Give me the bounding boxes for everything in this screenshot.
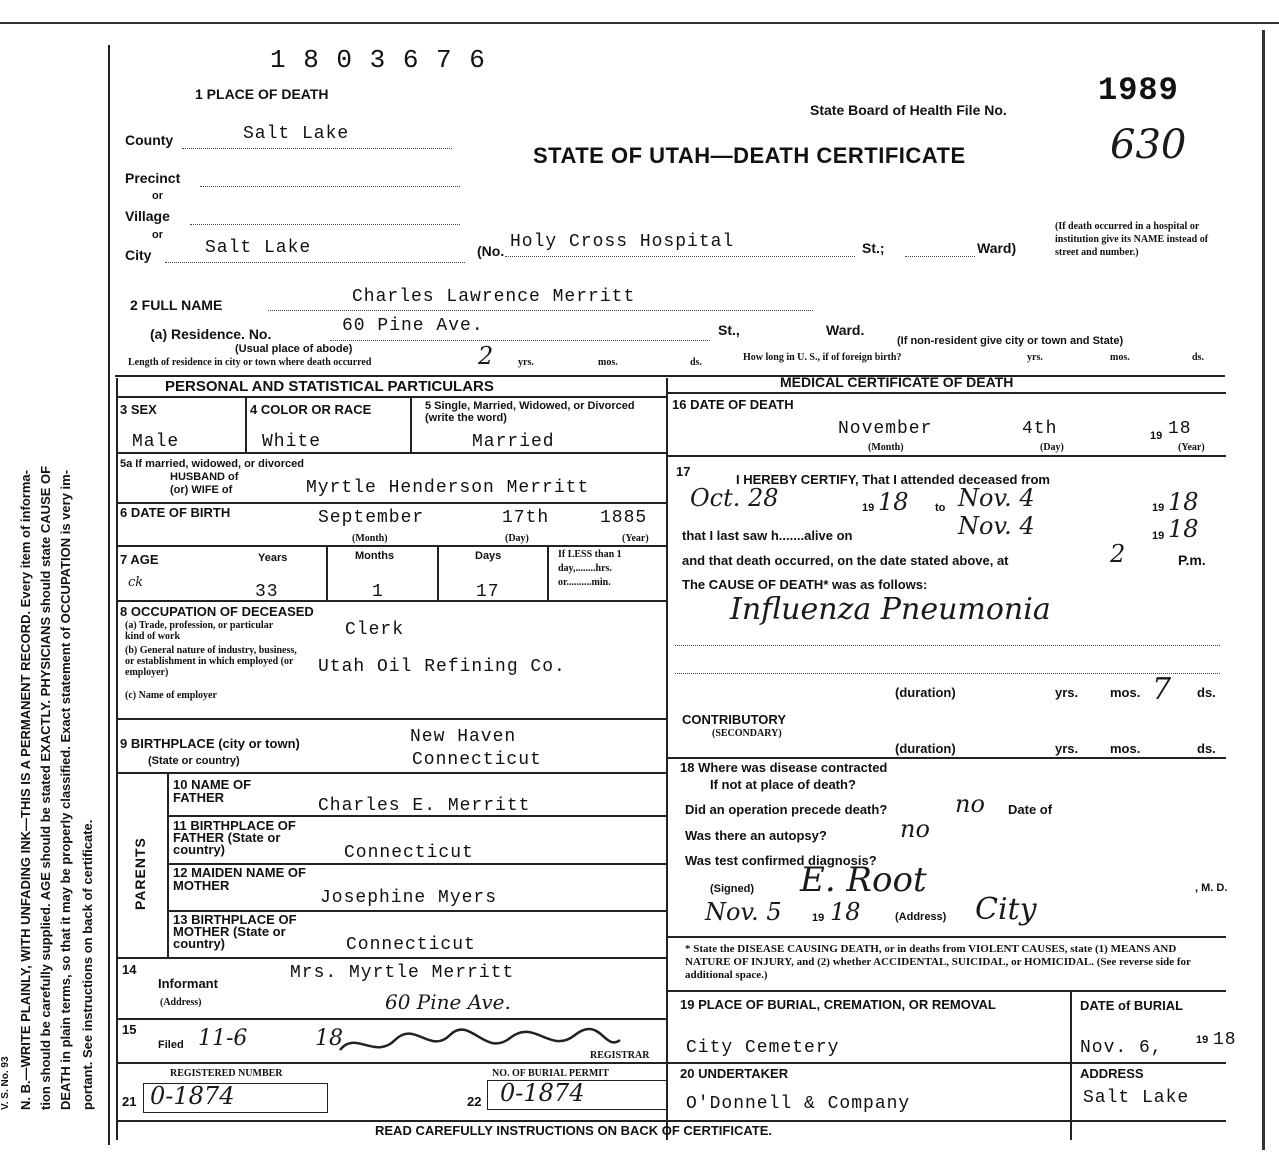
undertaker-address: Salt Lake bbox=[1083, 1088, 1190, 1108]
death-time: 2 bbox=[1110, 540, 1126, 568]
death-ampm: P.m. bbox=[1178, 552, 1206, 568]
operation-date-label: Date of bbox=[1008, 802, 1053, 817]
duration-yrs: yrs. bbox=[1055, 685, 1079, 700]
burial-date-label: DATE of BURIAL bbox=[1080, 998, 1184, 1013]
marital-value: Married bbox=[472, 432, 555, 452]
signed-century: 19 bbox=[812, 912, 825, 924]
father-label: 10 NAME OF FATHER bbox=[173, 777, 252, 805]
birthplace-label: 9 BIRTHPLACE (city or town) bbox=[120, 736, 300, 751]
death-month: November bbox=[838, 419, 933, 439]
operation-value: no bbox=[955, 790, 985, 818]
mother-value: Josephine Myers bbox=[320, 888, 498, 908]
residence-label: (a) Residence. No. bbox=[150, 326, 272, 342]
contracted-label: 18 Where was disease contracted bbox=[680, 760, 888, 775]
place-of-death-label: 1 PLACE OF DEATH bbox=[195, 86, 329, 102]
dob-day-cap: (Day) bbox=[505, 533, 529, 544]
undertaker-value: O'Donnell & Company bbox=[686, 1094, 911, 1114]
age-months: 1 bbox=[372, 582, 384, 602]
duration-label-2: (duration) bbox=[895, 741, 956, 756]
age-less-label: If LESS than 1 day,........hrs. or..........min. bbox=[558, 549, 622, 588]
color-label: 4 COLOR OR RACE bbox=[250, 402, 372, 417]
age-years: 33 bbox=[255, 582, 279, 602]
date-of-death-label: 16 DATE OF DEATH bbox=[672, 397, 794, 412]
last-saw-text: that I last saw h.......alive on bbox=[682, 528, 853, 543]
attended-to: Nov. 4 bbox=[958, 484, 1035, 512]
center-divider bbox=[666, 378, 668, 1140]
signed-address: City bbox=[975, 892, 1037, 927]
autopsy-label: Was there an autopsy? bbox=[685, 828, 827, 843]
side-line-2: tion should be carefully supplied. AGE should be stated EXACTLY. PHYSICIANS should state CAUSE OF bbox=[38, 465, 53, 1110]
dob-month-cap: (Month) bbox=[352, 533, 388, 544]
dob-day: 17th bbox=[502, 508, 550, 528]
signed-label: (Signed) bbox=[710, 883, 754, 895]
birthplace-state-label: (State or country) bbox=[148, 755, 240, 767]
usual-abode: (Usual place of abode) bbox=[235, 343, 353, 355]
us-ds: ds. bbox=[1192, 352, 1204, 363]
side-line-1: N. B.—WRITE PLAINLY, WITH UNFADING INK—THIS IS A PERMANENT RECORD. Every item of informa- bbox=[18, 470, 33, 1110]
dob-year-cap: (Year) bbox=[622, 533, 649, 544]
last-saw-year: 18 bbox=[1168, 515, 1199, 543]
residence-st: St., bbox=[718, 322, 740, 338]
cert-no: 17 bbox=[676, 464, 691, 479]
duration-label: (duration) bbox=[895, 685, 956, 700]
filed-label: Filed bbox=[158, 1039, 184, 1051]
burial-permit-prefix: 22 bbox=[467, 1094, 482, 1109]
signed-date: Nov. 5 bbox=[705, 898, 782, 926]
color-value: White bbox=[262, 432, 322, 452]
mother-bp-value: Connecticut bbox=[346, 935, 476, 955]
footnote: * State the DISEASE CAUSING DEATH, or in deaths from VIOLENT CAUSES, state (1) MEANS AND NATURE OF INJURY, and (2) whether ACCIDENTAL, SUICIDAL, or HOMICIDAL. (See reverse side for additional space.) bbox=[685, 943, 1191, 981]
spouse-label-2: HUSBAND of bbox=[170, 471, 239, 483]
contracted-sub: If not at place of death? bbox=[710, 777, 856, 792]
occ-a-label: (a) Trade, profession, or particular kind of work bbox=[125, 620, 273, 642]
dob-label: 6 DATE OF BIRTH bbox=[120, 505, 231, 520]
age-years-label: Years bbox=[258, 552, 288, 564]
length-mos: mos. bbox=[598, 357, 618, 368]
secondary-label: (SECONDARY) bbox=[712, 728, 782, 739]
last-saw-date: Nov. 4 bbox=[958, 512, 1035, 540]
filed-date: 11-6 bbox=[198, 1026, 248, 1051]
personal-section-title: PERSONAL AND STATISTICAL PARTICULARS bbox=[165, 378, 494, 395]
street-no-label: (No. bbox=[477, 243, 505, 259]
duration-days: 7 bbox=[1152, 672, 1172, 707]
autopsy-value: no bbox=[900, 815, 930, 843]
city-value: Salt Lake bbox=[205, 238, 312, 258]
length-ds: ds. bbox=[690, 357, 702, 368]
residence-value: 60 Pine Ave. bbox=[342, 316, 484, 336]
age-ck: ck bbox=[128, 575, 144, 590]
file-label: State Board of Health File No. bbox=[810, 102, 1007, 118]
attended-to-year: 18 bbox=[1168, 488, 1199, 516]
death-year-cap: (Year) bbox=[1178, 442, 1205, 453]
informant-value: Mrs. Myrtle Merritt bbox=[290, 963, 515, 983]
occ-a-value: Clerk bbox=[345, 620, 405, 640]
attended-from-year: 18 bbox=[878, 488, 909, 516]
registrar-label: REGISTRAR bbox=[590, 1050, 650, 1061]
length-label: Length of residence in city or town where death occurred bbox=[128, 357, 372, 368]
hand-number: 630 bbox=[1110, 122, 1187, 168]
duration-ds-2: ds. bbox=[1197, 741, 1216, 756]
last-saw-century: 19 bbox=[1152, 530, 1165, 542]
file-number: 1989 bbox=[1098, 72, 1179, 109]
death-day-cap: (Day) bbox=[1040, 442, 1064, 453]
dob-year: 1885 bbox=[600, 508, 648, 528]
informant-address: 60 Pine Ave. bbox=[385, 990, 511, 1014]
top-edge bbox=[0, 22, 1279, 24]
spouse-value: Myrtle Henderson Merritt bbox=[306, 478, 590, 498]
test-label: Was test confirmed diagnosis? bbox=[685, 853, 877, 868]
village-label: Village bbox=[125, 208, 170, 224]
burial-century: 19 bbox=[1196, 1034, 1209, 1046]
us-label: How long in U. S., if of foreign birth? bbox=[743, 352, 902, 363]
signed-year: 18 bbox=[830, 898, 861, 926]
footer-instructions: READ CAREFULLY INSTRUCTIONS ON BACK OF CERTIFICATE. bbox=[375, 1123, 772, 1138]
attended-to-century: 19 bbox=[1152, 502, 1165, 514]
father-bp-value: Connecticut bbox=[344, 843, 474, 863]
birthplace-city: New Haven bbox=[410, 727, 517, 747]
father-bp-label: 11 BIRTHPLACE OF FATHER (State or country) bbox=[173, 818, 296, 857]
side-line-4: portant. See instructions on back of certificate. bbox=[80, 819, 95, 1110]
cause-label: The CAUSE OF DEATH* was as follows: bbox=[682, 577, 928, 592]
duration-ds: ds. bbox=[1197, 685, 1216, 700]
filed-year: 18 bbox=[315, 1026, 343, 1051]
death-century: 19 bbox=[1150, 430, 1163, 442]
us-mos: mos. bbox=[1110, 352, 1130, 363]
burial-place-label: 19 PLACE OF BURIAL, CREMATION, OR REMOVAL bbox=[680, 997, 996, 1012]
spouse-label-3: (or) WIFE of bbox=[170, 484, 233, 496]
occ-b-label: (b) General nature of industry, business, or establishment in which employed (or employer) bbox=[125, 645, 297, 678]
occupation-label: 8 OCCUPATION OF DECEASED bbox=[120, 604, 314, 619]
duration-mos: mos. bbox=[1110, 685, 1141, 700]
sex-value: Male bbox=[132, 432, 180, 452]
operation-label: Did an operation precede death? bbox=[685, 802, 888, 817]
reg-no-prefix: 21 bbox=[122, 1094, 137, 1109]
residence-ward: Ward. bbox=[826, 322, 865, 338]
ward-label: Ward) bbox=[977, 240, 1017, 256]
certificate-title: STATE OF UTAH—DEATH CERTIFICATE bbox=[533, 143, 966, 168]
county-label: County bbox=[125, 132, 174, 148]
right-edge bbox=[1262, 30, 1265, 1150]
cause-value: Influenza Pneumonia bbox=[730, 592, 1051, 627]
contributory-label: CONTRIBUTORY bbox=[682, 712, 786, 727]
age-days-label: Days bbox=[475, 550, 502, 562]
occ-b-value: Utah Oil Refining Co. bbox=[318, 657, 566, 677]
full-name-label: 2 FULL NAME bbox=[130, 297, 223, 313]
md-label: , M. D. bbox=[1195, 882, 1228, 894]
filed-no: 15 bbox=[122, 1022, 137, 1037]
sex-label: 3 SEX bbox=[120, 402, 157, 417]
death-year: 18 bbox=[1168, 419, 1192, 439]
reg-no-label: REGISTERED NUMBER bbox=[170, 1068, 283, 1079]
full-name-value: Charles Lawrence Merritt bbox=[352, 287, 636, 307]
or-1: or bbox=[152, 190, 163, 202]
undertaker-address-label: ADDRESS bbox=[1080, 1066, 1144, 1081]
death-month-cap: (Month) bbox=[868, 442, 904, 453]
burial-permit-value: 0-1874 bbox=[500, 1079, 585, 1107]
or-2: or bbox=[152, 229, 163, 241]
cert-text: I HEREBY CERTIFY, That I attended deceased from bbox=[736, 472, 1050, 487]
hospital-value: Holy Cross Hospital bbox=[510, 232, 735, 252]
attended-from: Oct. 28 bbox=[690, 484, 779, 512]
spouse-label-1: 5a If married, widowed, or divorced bbox=[120, 458, 304, 470]
father-value: Charles E. Merritt bbox=[318, 796, 531, 816]
medical-section-title: MEDICAL CERTIFICATE OF DEATH bbox=[780, 374, 1014, 390]
street-label: St.; bbox=[862, 240, 885, 256]
us-yrs: yrs. bbox=[1027, 352, 1043, 363]
informant-address-label: (Address) bbox=[160, 997, 202, 1008]
non-resident-note: (If non-resident give city or town and State) bbox=[897, 335, 1124, 347]
signed-address-label: (Address) bbox=[895, 911, 947, 923]
burial-year: 18 bbox=[1213, 1030, 1237, 1050]
burial-permit-label: NO. OF BURIAL PERMIT bbox=[492, 1068, 609, 1079]
precinct-label: Precinct bbox=[125, 170, 181, 186]
informant-label: Informant bbox=[158, 976, 218, 991]
signature: E. Root bbox=[800, 860, 927, 900]
side-line-3: DEATH in plain terms, so that it may be properly classified. Exact statement of OCCUPATION is very im- bbox=[58, 469, 73, 1110]
burial-date-value: Nov. 6, bbox=[1080, 1038, 1163, 1058]
form-number: V. S. No. 93 bbox=[0, 1056, 11, 1110]
marital-label: 5 Single, Married, Widowed, or Divorced (write the word) bbox=[425, 400, 635, 424]
registrar-signature bbox=[335, 1020, 625, 1065]
duration-yrs-2: yrs. bbox=[1055, 741, 1079, 756]
length-yrs: yrs. bbox=[518, 357, 534, 368]
mother-label: 12 MAIDEN NAME OF MOTHER bbox=[173, 865, 306, 893]
age-label: 7 AGE bbox=[120, 552, 159, 567]
dob-month: September bbox=[318, 508, 425, 528]
hospital-note: (If death occurred in a hospital or institution give its NAME instead of street and number.) bbox=[1055, 221, 1209, 258]
parents-label: PARENTS bbox=[132, 837, 148, 910]
death-day: 4th bbox=[1022, 419, 1058, 439]
reg-no-value: 0-1874 bbox=[150, 1082, 235, 1110]
burial-place-value: City Cemetery bbox=[686, 1038, 840, 1058]
attended-to-label: to bbox=[935, 502, 946, 514]
county-value: Salt Lake bbox=[243, 124, 350, 144]
stamp-number: 1 8 0 3 6 7 6 bbox=[270, 45, 486, 75]
mother-bp-label: 13 BIRTHPLACE OF MOTHER (State or country) bbox=[173, 912, 297, 951]
undertaker-label: 20 UNDERTAKER bbox=[680, 1066, 789, 1081]
occ-c-label: (c) Name of employer bbox=[125, 690, 217, 701]
length-value: 2 bbox=[478, 342, 494, 370]
attended-from-century: 19 bbox=[862, 502, 875, 514]
birthplace-state: Connecticut bbox=[412, 750, 542, 770]
city-label: City bbox=[125, 247, 152, 263]
age-days: 17 bbox=[476, 582, 500, 602]
informant-no: 14 bbox=[122, 962, 137, 977]
duration-mos-2: mos. bbox=[1110, 741, 1141, 756]
age-months-label: Months bbox=[355, 550, 395, 562]
left-border bbox=[108, 45, 110, 1145]
occurred-text: and that death occurred, on the date stated above, at bbox=[682, 553, 1009, 568]
